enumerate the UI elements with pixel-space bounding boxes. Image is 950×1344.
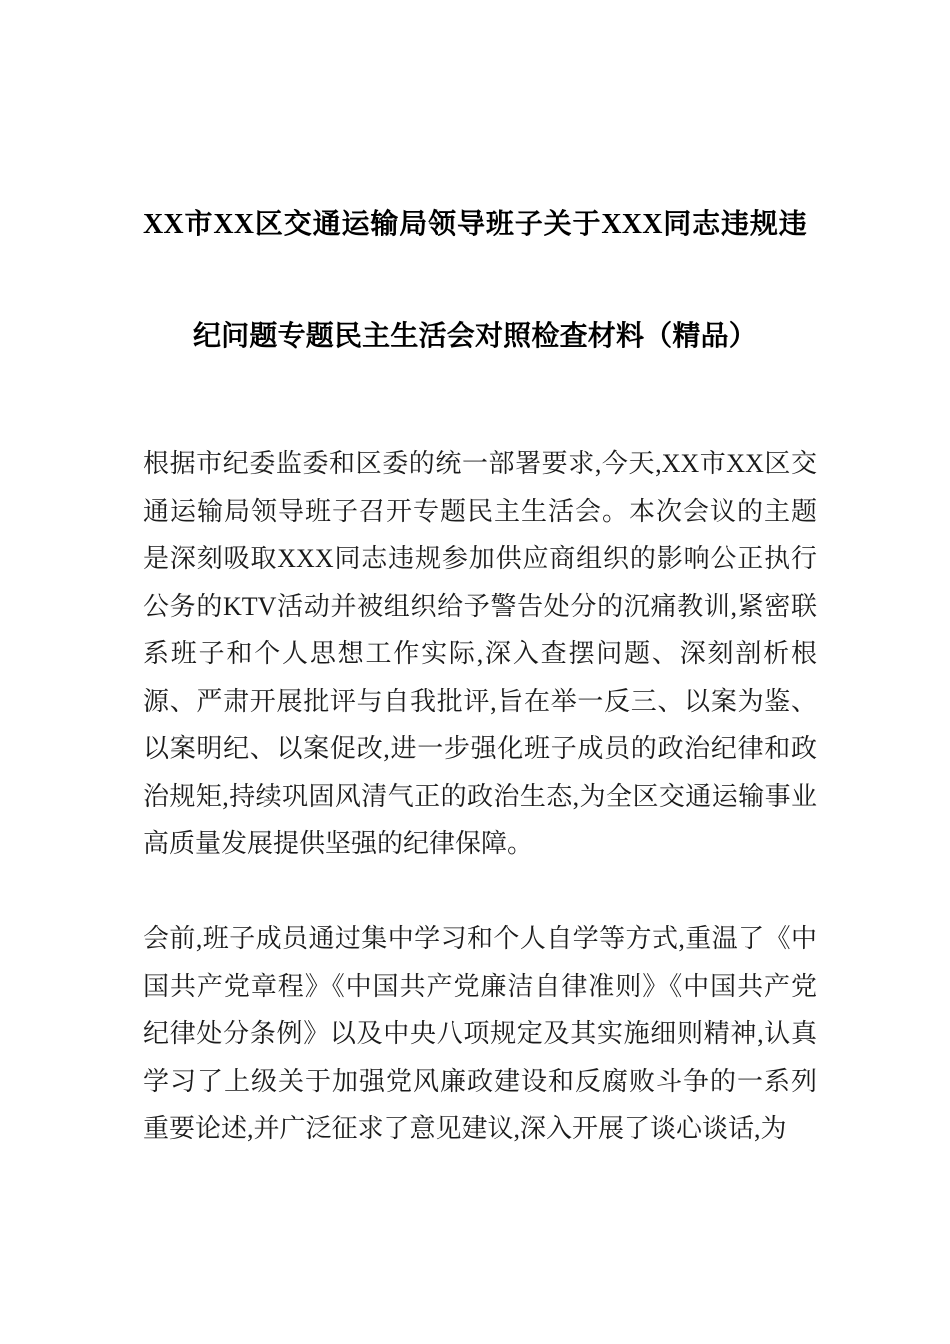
- body-paragraph-1: 根据市纪委监委和区委的统一部署要求,今天,XX市XX区交通运输局领导班子召开专题民主生活会。本次会议的主题是深刻吸取XXX同志违规参加供应商组织的影响公正执行公务的KTV活动并被组织给予警告处分的沉痛教训,紧密联系班子和个人思想工作实际,深入查摆问题、深刻剖析根源、严肃开展批评与自我批评,旨在举一反三、以案为鉴、以案明纪、以案促改,进一步强化班子成员的政治纪律和政治规矩,持续巩固风清气正的政治生态,为全区交通运输事业高质量发展提供坚强的纪律保障。: [143, 449, 817, 858]
- document-title: XX市XX区交通运输局领导班子关于XXX同志违规违纪问题专题民主生活会对照检查材料（精品）: [143, 208, 807, 352]
- body-paragraph-2: 会前,班子成员通过集中学习和个人自学等方式,重温了《中国共产党章程》《中国共产党廉洁自律准则》《中国共产党纪律处分条例》以及中央八项规定及其实施细则精神,认真学习了上级关于加强党风廉政建设和反腐败斗争的一系列重要论述,并广泛征求了意见建议,深入开展了谈心谈话,为: [143, 924, 817, 1143]
- document-body: [143, 440, 817, 1153]
